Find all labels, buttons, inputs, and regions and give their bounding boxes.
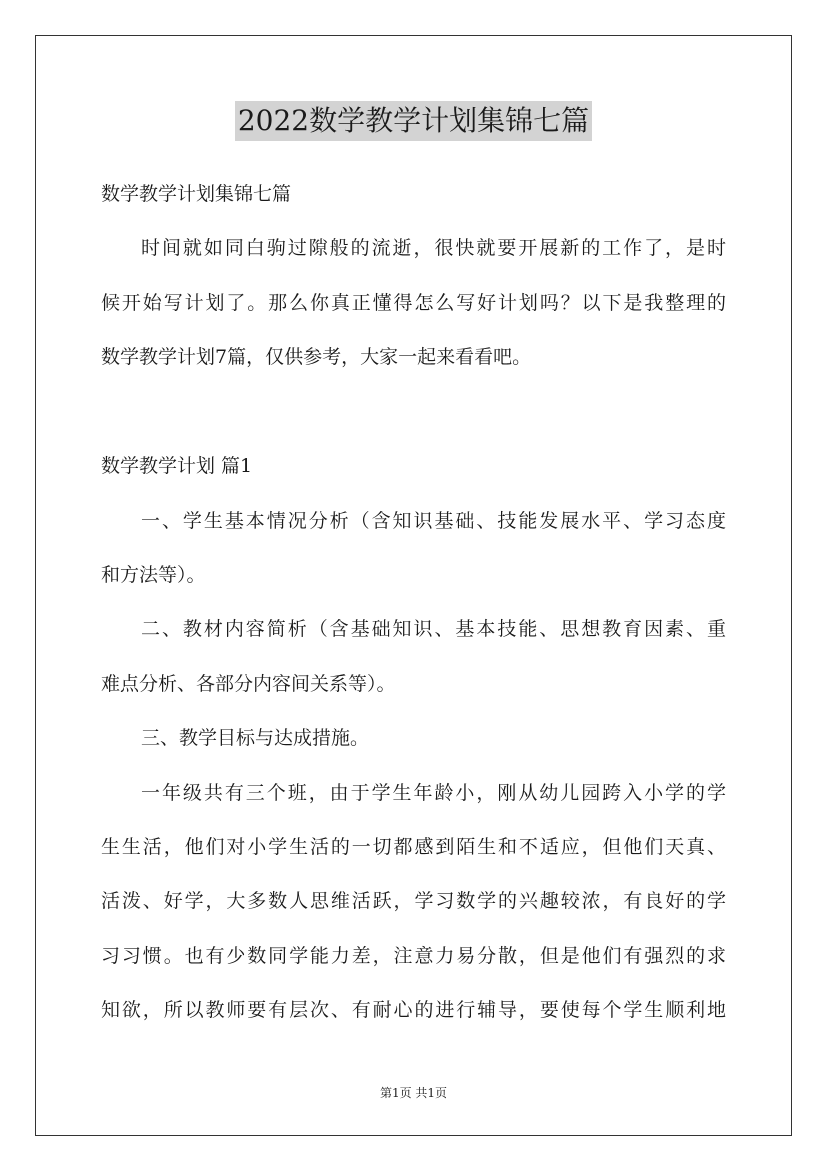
paragraph-line: 二、教材内容简析（含基础知识、基本技能、思想教育因素、重 (141, 618, 726, 640)
paragraph-line: 难点分析、各部分内容间关系等）。 (101, 673, 396, 695)
document-title (0, 100, 827, 141)
paragraph-line: 知欲，所以教师要有层次、有耐心的进行辅导，要使每个学生顺利地 (101, 999, 726, 1021)
paragraph-line: 三、教学目标与达成措施。 (141, 727, 370, 749)
paragraph-line: 活泼、好学，大多数人思维活跃，学习数学的兴趣较浓，有良好的学 (101, 890, 726, 912)
section-heading: 数学教学计划 篇1 (101, 455, 253, 477)
paragraph-line: 时间就如同白驹过隙般的流逝，很快就要开展新的工作了，是时 (141, 237, 726, 259)
paragraph-line: 一、学生基本情况分析（含知识基础、技能发展水平、学习态度 (141, 510, 726, 532)
document-title-text: 2022数学教学计划集锦七篇 (235, 101, 592, 141)
paragraph-line: 候开始写计划了。那么你真正懂得怎么写好计划吗？以下是我整理的 (101, 292, 726, 314)
paragraph-line: 习习惯。也有少数同学能力差，注意力易分散，但是他们有强烈的求 (101, 945, 726, 967)
paragraph-line: 生生活，他们对小学生活的一切都感到陌生和不适应，但他们天真、 (101, 836, 726, 858)
paragraph-line: 和方法等）。 (101, 564, 206, 586)
paragraph-line: 数学教学计划7篇，仅供参考，大家一起来看看吧。 (101, 346, 532, 368)
paragraph-line: 一年级共有三个班，由于学生年龄小，刚从幼儿园跨入小学的学 (141, 782, 726, 804)
section-heading: 数学教学计划集锦七篇 (101, 183, 292, 205)
page-number-footer: 第1页 共1页 (379, 1086, 448, 1100)
